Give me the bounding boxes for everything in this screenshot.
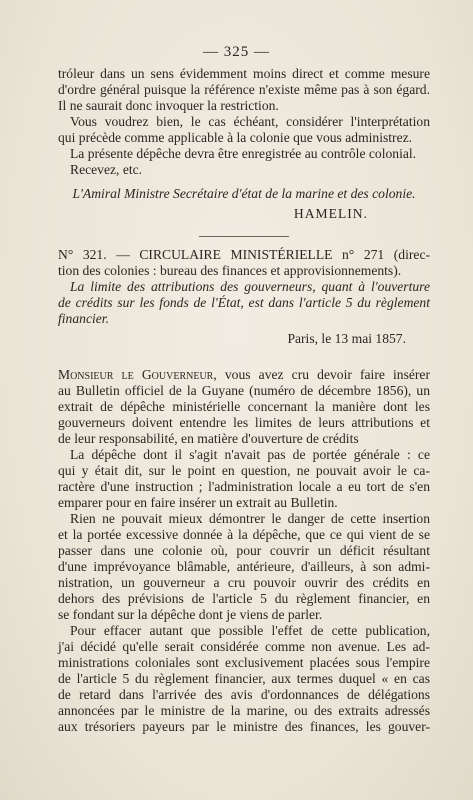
salutation: Monsieur le Gouverneur, <box>58 367 217 382</box>
body-line: de leur responsabilité, en matière d'ouverture de crédits <box>58 431 359 446</box>
intro-line: Recevez, etc. <box>70 162 143 177</box>
dateline: Paris, le 13 mai 1857. <box>287 331 406 346</box>
page-number: — 325 — <box>203 44 270 60</box>
body-line <box>58 367 430 383</box>
body-line: annoncées par le ministre de la marine, ou des extraits adressés <box>58 703 430 718</box>
intro-line: La présente dépêche devra être enregistrée au contrôle colonial. <box>70 146 417 161</box>
circular-summary-line: de crédits sur les fonds de l'État, est dans l'article 5 du règlement <box>58 295 430 310</box>
body-line: ractère d'une instruction ; l'administration locale a eu tort de s'en <box>58 479 430 494</box>
intro-line: Il ne saurait donc invoquer la restriction. <box>58 98 279 113</box>
intro-line: d'ordre général puisque la référence n'existe même pas à son égard. <box>58 82 430 97</box>
body-line: Rien ne pouvait mieux démontrer le danger de cette insertion <box>70 511 430 526</box>
section-divider <box>199 236 289 237</box>
body-line: de l'article 5 du règlement financier, aux termes duquel « en cas <box>58 671 430 686</box>
body-line: et la portée excessive donnée à la dépêche, que ce qui vient de se <box>58 527 430 542</box>
circular-summary-line: financier. <box>58 311 109 326</box>
body-line: au Bulletin officiel de la Guyane (numéro de décembre 1856), un <box>58 383 430 398</box>
body-line: aux trésoriers payeurs par le ministre des finances, les gouver- <box>58 719 430 734</box>
body-line: j'ai décidé qu'elle serait considérée comme non avenue. Les ad- <box>58 639 430 654</box>
intro-line: Vous voudrez bien, le cas échéant, considérer l'interprétation <box>70 114 430 129</box>
body-line: La dépêche dont il s'agit n'avait pas de portée générale : ce <box>70 447 430 462</box>
body-line: de retard dans l'arrivée des avis d'ordonnances de délégations <box>58 687 430 702</box>
intro-line: tróleur dans un sens évidemment moins direct et comme mesure <box>58 66 430 81</box>
page-text <box>58 66 430 735</box>
body-line: passer dans une colonie où, pour couvrir un déficit résultant <box>58 543 430 558</box>
signature-name: HAMELIN. <box>293 206 368 221</box>
body-line: emparer pour en faire insérer un extrait au Bulletin. <box>58 495 338 510</box>
body-line: Pour effacer autant que possible l'effet de cette publication, <box>70 623 430 638</box>
body-line: se fondant sur la dépêche dont je viens de parler. <box>58 607 323 622</box>
intro-line: qui précède comme applicable à la colonie que vous administrez. <box>58 130 413 145</box>
body-line: dehors des prévisions de l'article 5 du règlement financier, en <box>58 591 430 606</box>
circular-summary-line: La limite des attributions des gouverneurs, quant à l'ouverture <box>70 279 430 294</box>
signature-title: L'Amiral Ministre Secrétaire d'état de la marine et des colonie. <box>72 186 416 201</box>
body-line: qui y était dit, sur le point en question, ne pouvait avoir le ca- <box>58 463 430 478</box>
body-line-text: vous avez cru devoir faire insérer <box>224 367 430 382</box>
body-line: ministrations coloniales sont exclusivement placées sous l'empire <box>58 655 430 670</box>
body-line: gouverneurs doivent entendre les limites de leurs attributions et <box>58 415 430 430</box>
body-line: d'une imprévoyance blâmable, antérieure, d'ailleurs, à son admi- <box>58 559 430 574</box>
body-line: nistration, un gouverneur a cru pouvoir ouvrir des crédits en <box>58 575 430 590</box>
circular-header-line: tion des colonies : bureau des finances et approvisionnements). <box>58 263 402 278</box>
circular-header-line: N° 321. — CIRCULAIRE MINISTÉRIELLE n° 271 (direc- <box>58 247 430 262</box>
body-line: extrait de dépêche ministérielle concernant la manière dont les <box>58 399 430 414</box>
